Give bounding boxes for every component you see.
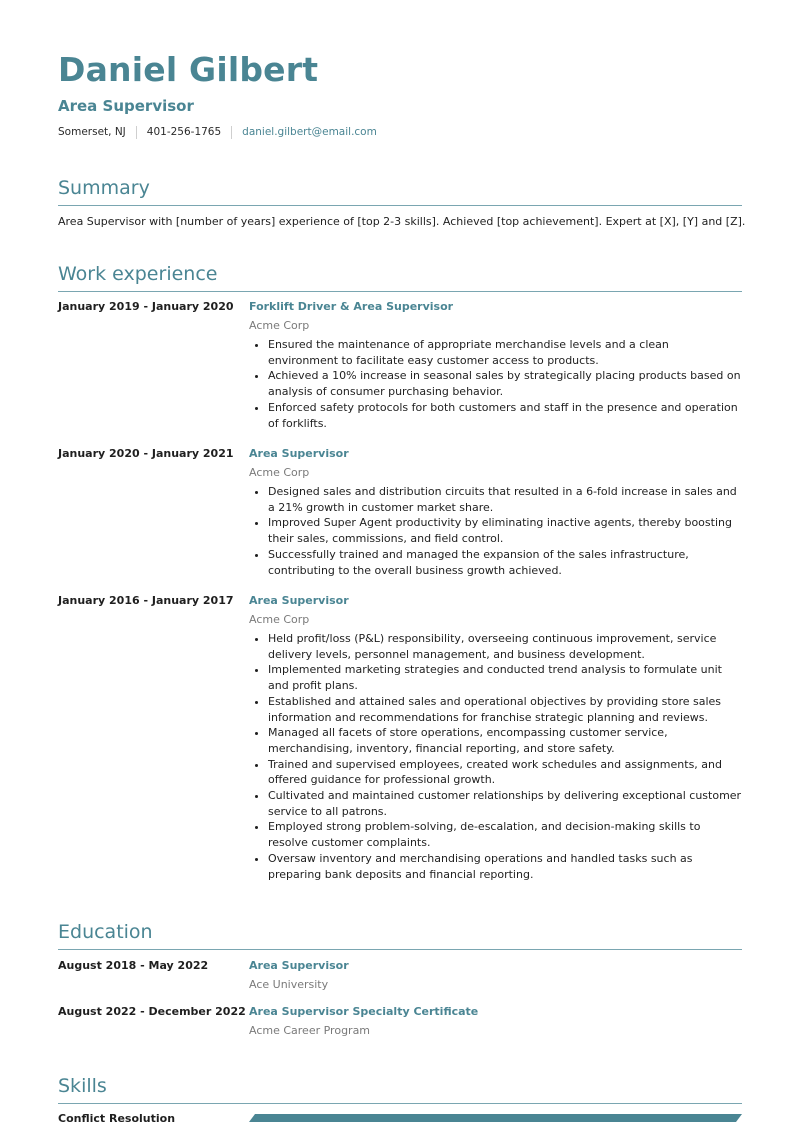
skill-name: Conflict Resolution bbox=[58, 1112, 176, 1125]
work-entry-bullets bbox=[249, 631, 742, 882]
summary-divider bbox=[58, 205, 742, 206]
candidate-role: Area Supervisor bbox=[58, 97, 194, 115]
work-experience-heading: Work experience bbox=[58, 263, 218, 285]
bullet-item: • Held profit/loss (P&L) responsibility, overseeing continuous improvement, service delivery levels, personnel management, and business development. bbox=[268, 631, 742, 662]
bullet-item: • Ensured the maintenance of appropriate merchandise levels and a clean environment to facilitate easy customer access to products. bbox=[268, 337, 742, 368]
work-entry-body bbox=[249, 299, 742, 431]
bullet-item: • Enforced safety protocols for both customers and staff in the presence and operation of forklifts. bbox=[268, 400, 742, 431]
summary-heading: Summary bbox=[58, 177, 150, 199]
work-entry-bullets bbox=[249, 337, 742, 431]
bullet-item: • Implemented marketing strategies and conducted trend analysis to formulate unit and profit plans. bbox=[268, 662, 742, 693]
bullet-item: • Designed sales and distribution circuits that resulted in a 6-fold increase in sales and a 21% growth in customer market share. bbox=[268, 484, 742, 515]
education-divider bbox=[58, 949, 742, 950]
work-entry-company: Acme Corp bbox=[249, 319, 310, 332]
skills-divider bbox=[58, 1103, 742, 1104]
contact-line bbox=[58, 124, 377, 140]
work-entry-body bbox=[249, 593, 742, 882]
work-entry-title: Forklift Driver & Area Supervisor bbox=[249, 300, 454, 313]
skills-heading: Skills bbox=[58, 1075, 107, 1097]
work-entry-company: Acme Corp bbox=[249, 613, 310, 626]
bullet-item: • Oversaw inventory and merchandising operations and handled tasks such as preparing bank deposits and financial reporting. bbox=[268, 851, 742, 882]
work-entry-title: Area Supervisor bbox=[249, 447, 349, 460]
education-entry-title: Area Supervisor bbox=[249, 959, 349, 972]
contact-location: Somerset, NJ bbox=[58, 126, 126, 138]
bullet-item: • Managed all facets of store operations, encompassing customer service, merchandising, inventory, financial reporting, and store safety. bbox=[268, 725, 742, 756]
bullet-item: • Achieved a 10% increase in seasonal sales by strategically placing products based on analysis of consumer purchasing behavior. bbox=[268, 368, 742, 399]
work-experience-divider bbox=[58, 291, 742, 292]
work-entry-bullets bbox=[249, 484, 742, 578]
bullet-item: • Employed strong problem-solving, de-escalation, and decision-making skills to resolve customer complaints. bbox=[268, 819, 742, 850]
skill-level-bar bbox=[249, 1114, 742, 1122]
education-entry-body bbox=[249, 1004, 742, 1039]
skill-level-fill bbox=[249, 1114, 742, 1122]
work-entry-date: January 2016 - January 2017 bbox=[58, 594, 234, 607]
summary-text: Area Supervisor with [number of years] experience of [top 2-3 skills]. Achieved [top achievement]. Expert at [X], [Y] and [Z]. bbox=[58, 215, 746, 228]
education-heading: Education bbox=[58, 921, 153, 943]
bullet-item: • Trained and supervised employees, created work schedules and assignments, and offered guidance for professional growth. bbox=[268, 757, 742, 788]
work-entry-date: January 2020 - January 2021 bbox=[58, 447, 234, 460]
work-entry-company: Acme Corp bbox=[249, 466, 310, 479]
work-entry-body bbox=[249, 446, 742, 578]
bullet-item: • Cultivated and maintained customer relationships by delivering exceptional customer service to all patrons. bbox=[268, 788, 742, 819]
candidate-name: Daniel Gilbert bbox=[58, 50, 319, 89]
bullet-item: • Established and attained sales and operational objectives by providing store sales information and recommendations for franchise strategic planning and reviews. bbox=[268, 694, 742, 725]
contact-divider bbox=[136, 126, 137, 139]
education-entry-body bbox=[249, 958, 742, 993]
education-entry-school: Ace University bbox=[249, 978, 329, 991]
contact-divider bbox=[231, 126, 232, 139]
work-entry-title: Area Supervisor bbox=[249, 594, 349, 607]
education-entry-title: Area Supervisor Specialty Certificate bbox=[249, 1005, 479, 1018]
education-entry-date: August 2018 - May 2022 bbox=[58, 959, 209, 972]
education-entry-date: August 2022 - December 2022 bbox=[58, 1005, 246, 1018]
education-entry-school: Acme Career Program bbox=[249, 1024, 371, 1037]
contact-email-link[interactable]: daniel.gilbert@email.com bbox=[242, 126, 377, 138]
work-entry-date: January 2019 - January 2020 bbox=[58, 300, 234, 313]
bullet-item: • Successfully trained and managed the expansion of the sales infrastructure, contributing to the overall business growth achieved. bbox=[268, 547, 742, 578]
contact-phone: 401-256-1765 bbox=[146, 126, 222, 138]
bullet-item: • Improved Super Agent productivity by eliminating inactive agents, thereby boosting their sales, commissions, and field control. bbox=[268, 515, 742, 546]
